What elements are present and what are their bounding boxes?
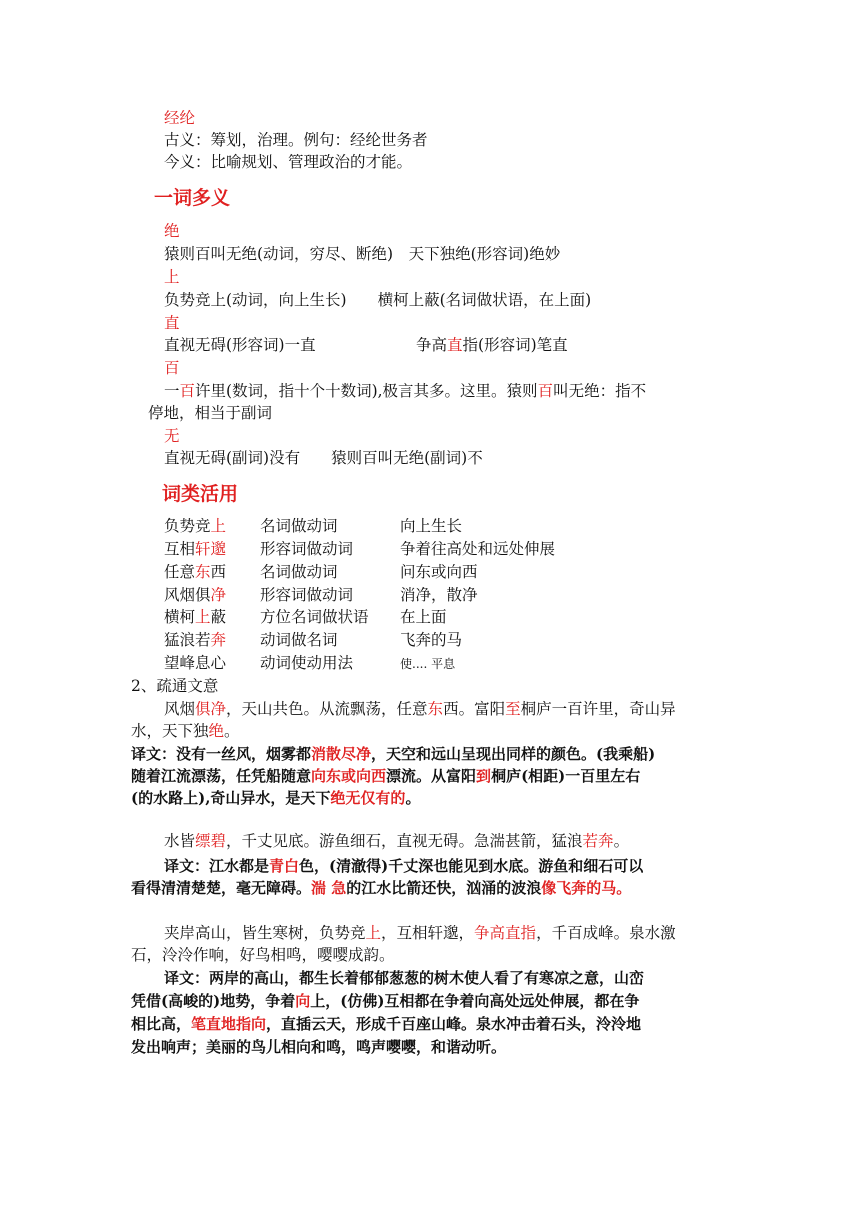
translation-line: 凭借(高峻的)地势，争着向上，(仿佛)互相都在争着向高处远处伸展，都在争 — [131, 992, 640, 1010]
wc-type: 形容词做动词 — [260, 586, 354, 604]
poly-word: 上 — [164, 268, 180, 286]
poly-line-cont: 停地，相当于副词 — [148, 404, 273, 422]
wc-phrase: 负势竞上 — [164, 517, 227, 535]
poly-line: 一百许里(数词，指十个十数词),极言其多。这里。猿则百叫无绝：指不 — [164, 382, 647, 400]
translation-line: 相比高，笔直地指向，直插云天，形成千百座山峰。泉水冲击着石头，泠泠地 — [131, 1015, 642, 1033]
original-line: 水，天下独绝。 — [131, 722, 240, 740]
heading-word-class: 词类活用 — [162, 483, 239, 505]
wc-phrase: 横柯上蔽 — [164, 608, 227, 626]
wc-type: 名词做动词 — [260, 517, 338, 535]
heading-translation: 2、疏通文意 — [131, 677, 219, 695]
poly-line: 负势竞上(动词，向上生长) 横柯上蔽(名词做状语，在上面) — [164, 291, 592, 309]
original-line: 石，泠泠作响，好鸟相鸣，嘤嘤成韵。 — [131, 946, 395, 964]
original-line: 风烟俱净，天山共色。从流飘荡，任意东西。富阳至桐庐一百许里，奇山异 — [164, 700, 676, 718]
wc-phrase: 互相轩邈 — [164, 540, 227, 558]
translation-line: 译文：没有一丝风，烟雾都消散尽净，天空和远山呈现出同样的颜色。(我乘船) — [131, 745, 656, 763]
wc-phrase: 风烟俱净 — [164, 586, 227, 604]
poly-word: 直 — [164, 314, 180, 332]
poly-line-b: 争高直指(形容词)笔直 — [416, 336, 568, 354]
wc-meaning: 在上面 — [400, 608, 447, 626]
wc-meaning: 向上生长 — [400, 517, 463, 535]
wc-phrase: 猛浪若奔 — [164, 631, 227, 649]
wc-type: 动词做名词 — [260, 631, 338, 649]
word-jinglun: 经纶 — [164, 109, 196, 127]
poly-line: 直视无碍(副词)没有 猿则百叫无绝(副词)不 — [164, 449, 483, 467]
wc-type: 名词做动词 — [260, 563, 338, 581]
poly-line: 猿则百叫无绝(动词，穷尽、断绝) 天下独绝(形容词)绝妙 — [164, 245, 561, 263]
translation-line: (的水路上),奇山异水，是天下绝无仅有的。 — [131, 789, 421, 807]
wc-phrase: 任意东西 — [164, 563, 227, 581]
translation-line: 看得清清楚楚，毫无障碍。湍 急的江水比箭还快，汹涌的波浪像飞奔的马。 — [131, 879, 632, 897]
translation-line: 随着江流漂荡，任凭船随意向东或向西漂流。从富阳到桐庐(相距)一百里左右 — [131, 767, 641, 785]
wc-type: 方位名词做状语 — [260, 608, 369, 626]
wc-meaning: 飞奔的马 — [400, 631, 463, 649]
heading-polysemy: 一词多义 — [154, 187, 231, 209]
ancient-meaning: 古义：筹划，治理。例句：经纶世务者 — [164, 131, 428, 149]
wc-type: 形容词做动词 — [260, 540, 354, 558]
wc-meaning: 使.... 平息 — [400, 657, 456, 671]
poly-word: 绝 — [164, 222, 180, 240]
translation-line: 发出响声；美丽的鸟儿相向和鸣，鸣声嘤嘤，和谐动听。 — [131, 1038, 507, 1056]
translation-line: 译文：江水都是青白色，(清澈得)千丈深也能见到水底。游鱼和细石可以 — [164, 857, 644, 875]
original-line: 夹岸高山，皆生寒树，负势竞上，互相轩邈，争高直指，千百成峰。泉水激 — [164, 924, 676, 942]
original-line: 水皆缥碧，千丈见底。游鱼细石，直视无碍。急湍甚箭，猛浪若奔。 — [164, 832, 630, 850]
wc-type: 动词使动用法 — [260, 654, 354, 672]
poly-word: 无 — [164, 427, 180, 445]
wc-meaning: 问东或向西 — [400, 563, 478, 581]
wc-meaning: 争着往高处和远处伸展 — [400, 540, 556, 558]
poly-word: 百 — [164, 359, 180, 377]
translation-line: 译文：两岸的高山，都生长着郁郁葱葱的树木使人看了有寒凉之意，山峦 — [164, 969, 645, 987]
poly-line-a: 直视无碍(形容词)一直 — [164, 336, 316, 354]
wc-meaning: 消净，散净 — [400, 586, 478, 604]
wc-phrase: 望峰息心 — [164, 654, 227, 672]
modern-meaning: 今义：比喻规划、管理政治的才能。 — [164, 153, 413, 171]
